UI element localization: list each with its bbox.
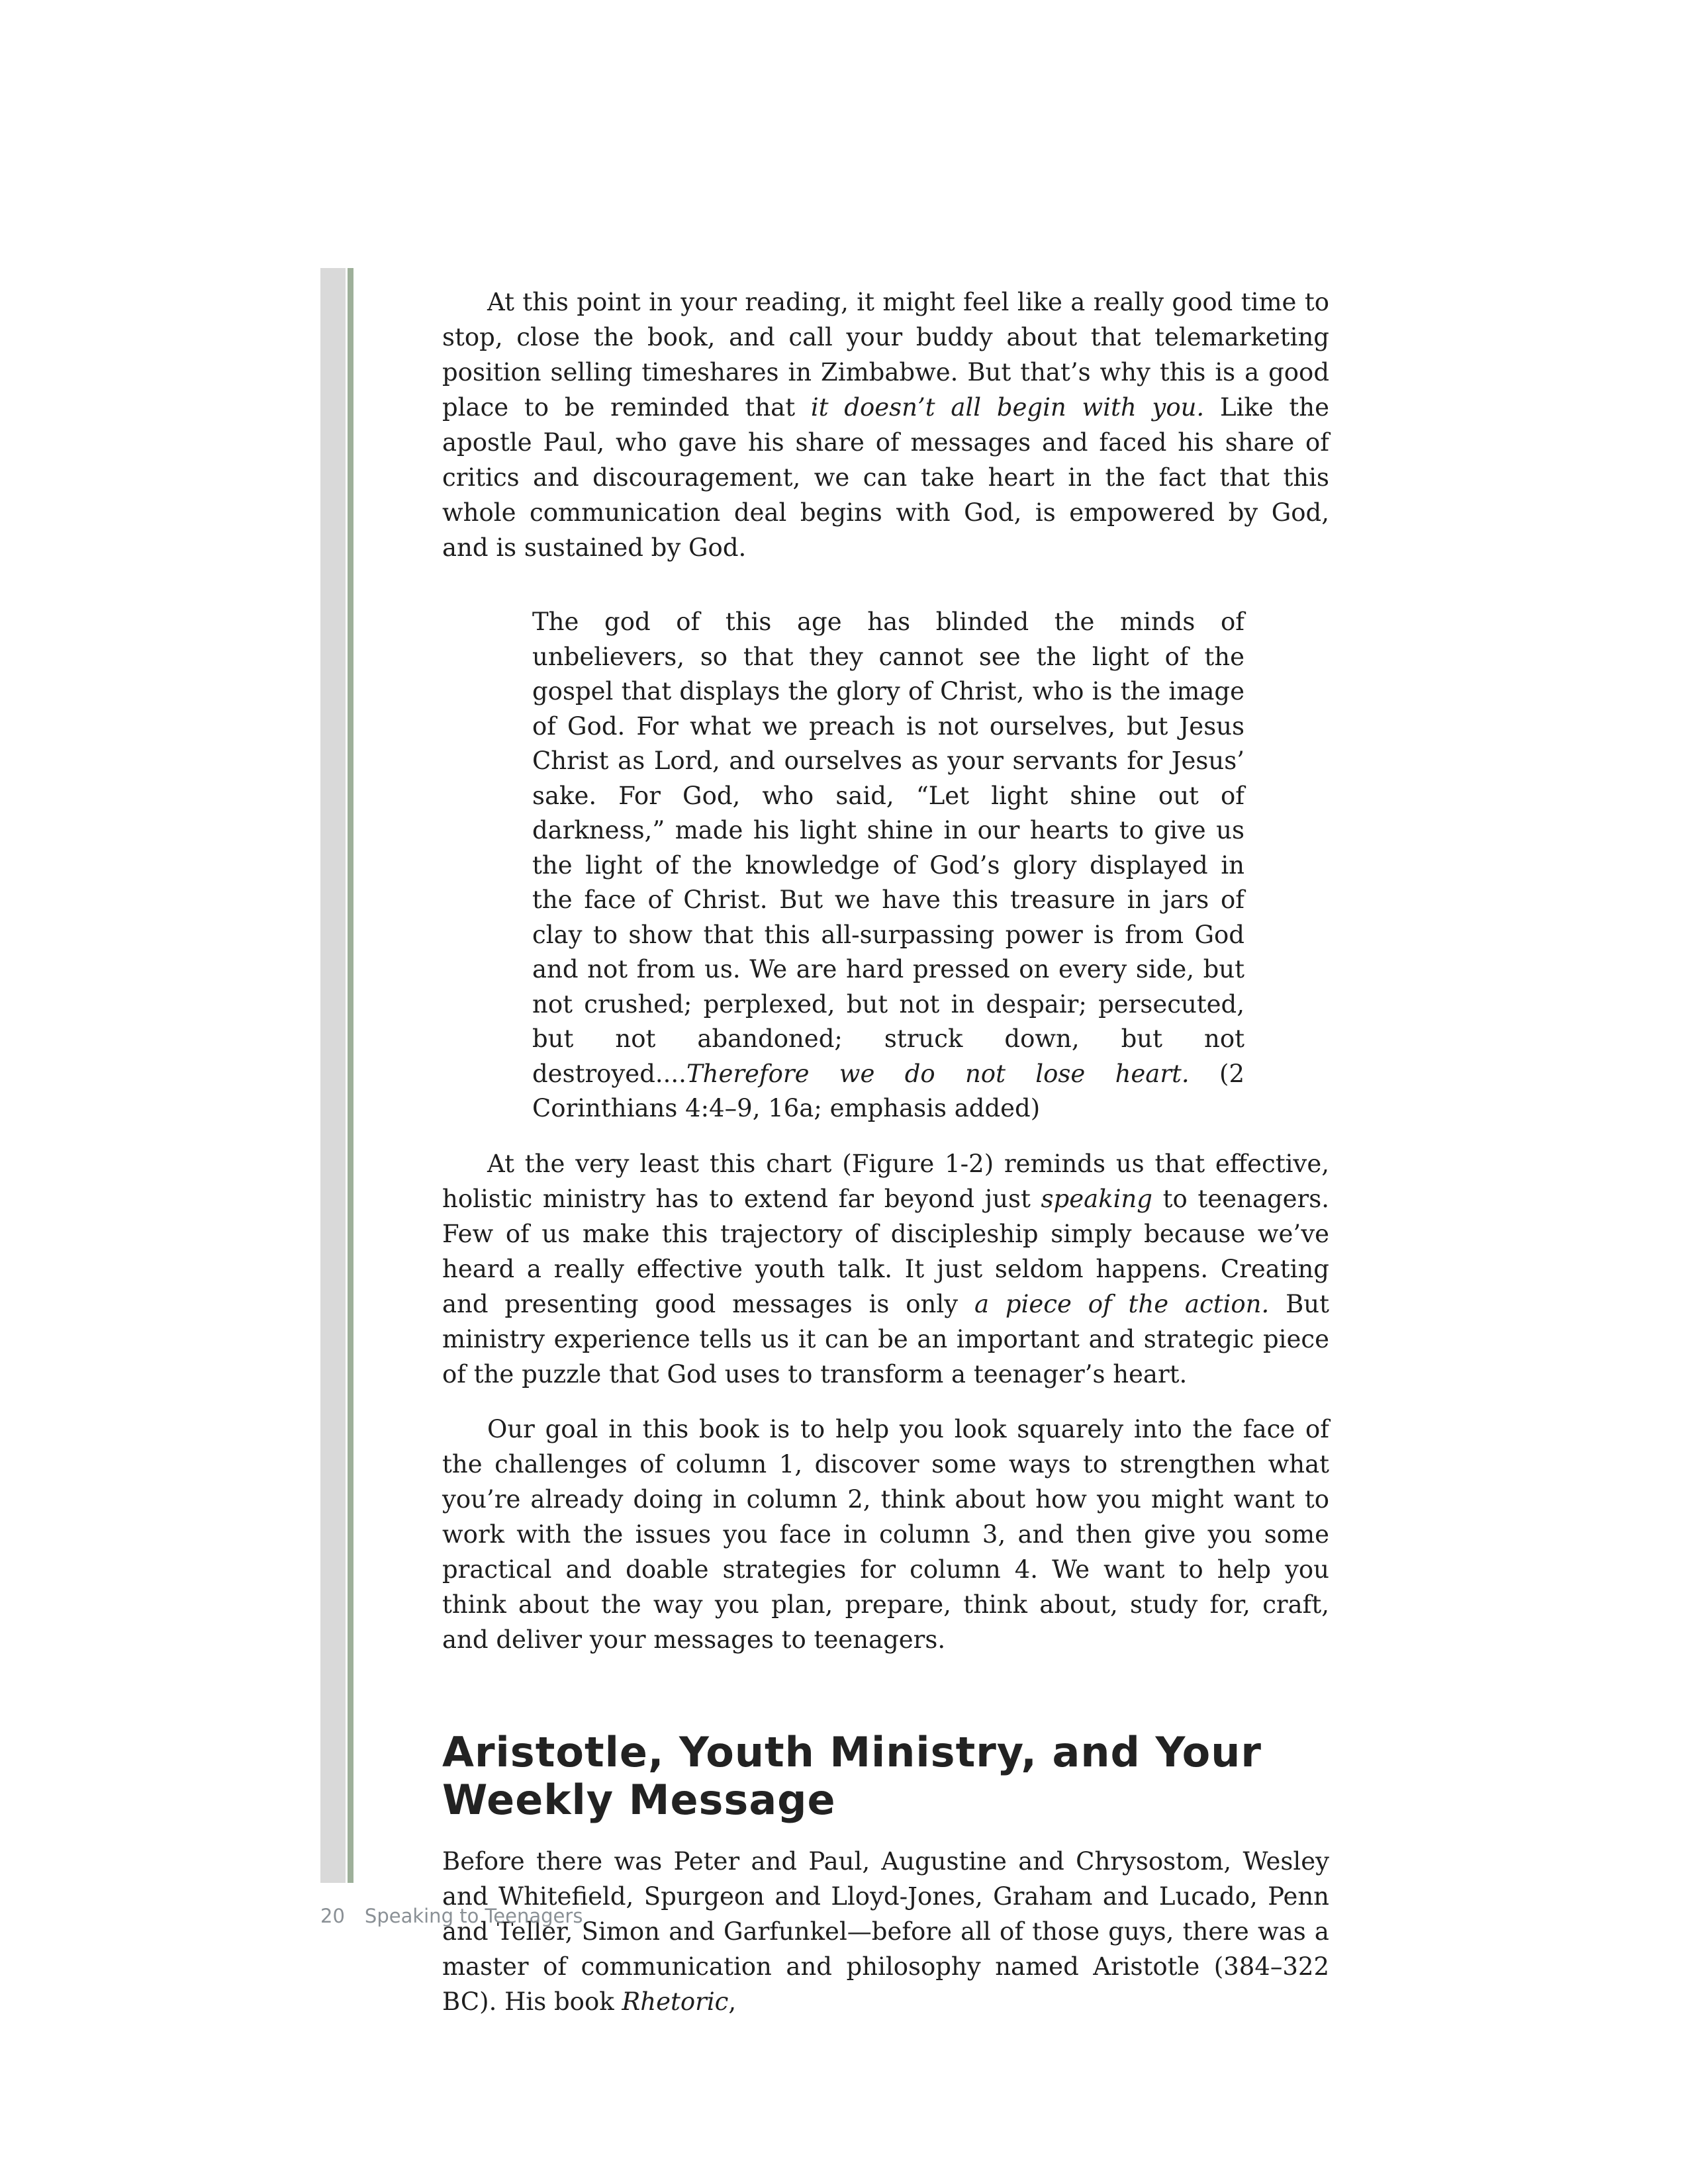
paragraph-goal: Our goal in this book is to help you look squarely into the face of the challenges of column 1, discover some ways to strengthen what you’re already doing in column 2, think about how you might want to work with the issues you face in column 3, and then give you some practical and doable strategies for column 4. We want to help you think about the way you plan, prepare, think about, study for, craft, and deliver your messages to teenagers. (442, 1414, 1329, 1654)
paragraph-aristotle (442, 1844, 1329, 2019)
emphasis-text: it doesn’t all begin with you. (810, 393, 1205, 422)
paragraph-text: But ministry experience tells us it can be an important and strategic piece of the puzzle that God uses to transform a teenager’s heart. (442, 1289, 1330, 1388)
paragraph-intro (442, 285, 1329, 565)
paragraph-text: , (728, 1987, 737, 2016)
running-footer-title: Speaking to Teenagers (364, 1905, 583, 1927)
paragraph-text: to teenagers. Few of us make this trajectory of discipleship simply because we’ve heard a really effective youth talk. It just seldom happens. Creating and presenting good messages is only (442, 1184, 1329, 1318)
section-heading: Aristotle, Youth Ministry, and Your Weekly Message (442, 1727, 1262, 1824)
emphasis-text: Rhetoric (622, 1987, 729, 2016)
page-number: 20 (320, 1905, 345, 1927)
emphasis-text: speaking (1041, 1184, 1152, 1213)
margin-green-rule (348, 268, 353, 1883)
margin-gray-bar (320, 268, 346, 1883)
paragraph-text: Like the apostle Paul, who gave his share of messages and faced his share of critics and discouragement, we can take heart in the fact that this whole communication deal begins with God, is empowered by God, and is sustained by God. (442, 393, 1329, 562)
paragraph-text: Before there was Peter and Paul, Augustine and Chrysostom, Wesley and Whitefield, Spurgeon and Lloyd-Jones, Graham and Lucado, Penn and Teller, Simon and Garfunkel—before all of those guys, there was a master of communication and philosophy named Aristotle (384–322 BC). His book (442, 1846, 1329, 2016)
page-body (442, 285, 1329, 2019)
emphasis-text: Therefore we do not lose heart. (686, 1059, 1190, 1088)
scripture-block-quote (532, 605, 1244, 1126)
paragraph-text: At the very least this chart (Figure 1-2) reminds us that effective, holistic ministry has to extend far beyond just (442, 1149, 1329, 1213)
emphasis-text: a piece of the action. (974, 1289, 1270, 1318)
paragraph-chart (442, 1146, 1329, 1392)
quote-citation: (2 Corinthians 4:4–9, 16a; emphasis added) (532, 1059, 1244, 1122)
paragraph-text: At this point in your reading, it might feel like a really good time to stop, close the book, and call your buddy about that telemarketing position selling timeshares in Zimbabwe. But that’s why this is a good place to be reminded that (442, 288, 1329, 422)
quote-text: The god of this age has blinded the minds of unbelievers, so that they cannot see the light of the gospel that displays the glory of Christ, who is the image of God. For what we preach is not ourselves, but Jesus Christ as Lord, and ourselves as your servants for Jesus’ sake. For God, who said, “Let light shine out of darkness,” made his light shine in our hearts to give us the light of the knowledge of God’s glory displayed in the face of Christ. But we have this treasure in jars of clay to show that this all-surpassing power is from God and not from us. We are hard pressed on every side, but not crushed; perplexed, but not in despair; persecuted, but not abandoned; struck down, but not destroyed.... (532, 608, 1244, 1088)
page-footer (320, 1905, 583, 1927)
